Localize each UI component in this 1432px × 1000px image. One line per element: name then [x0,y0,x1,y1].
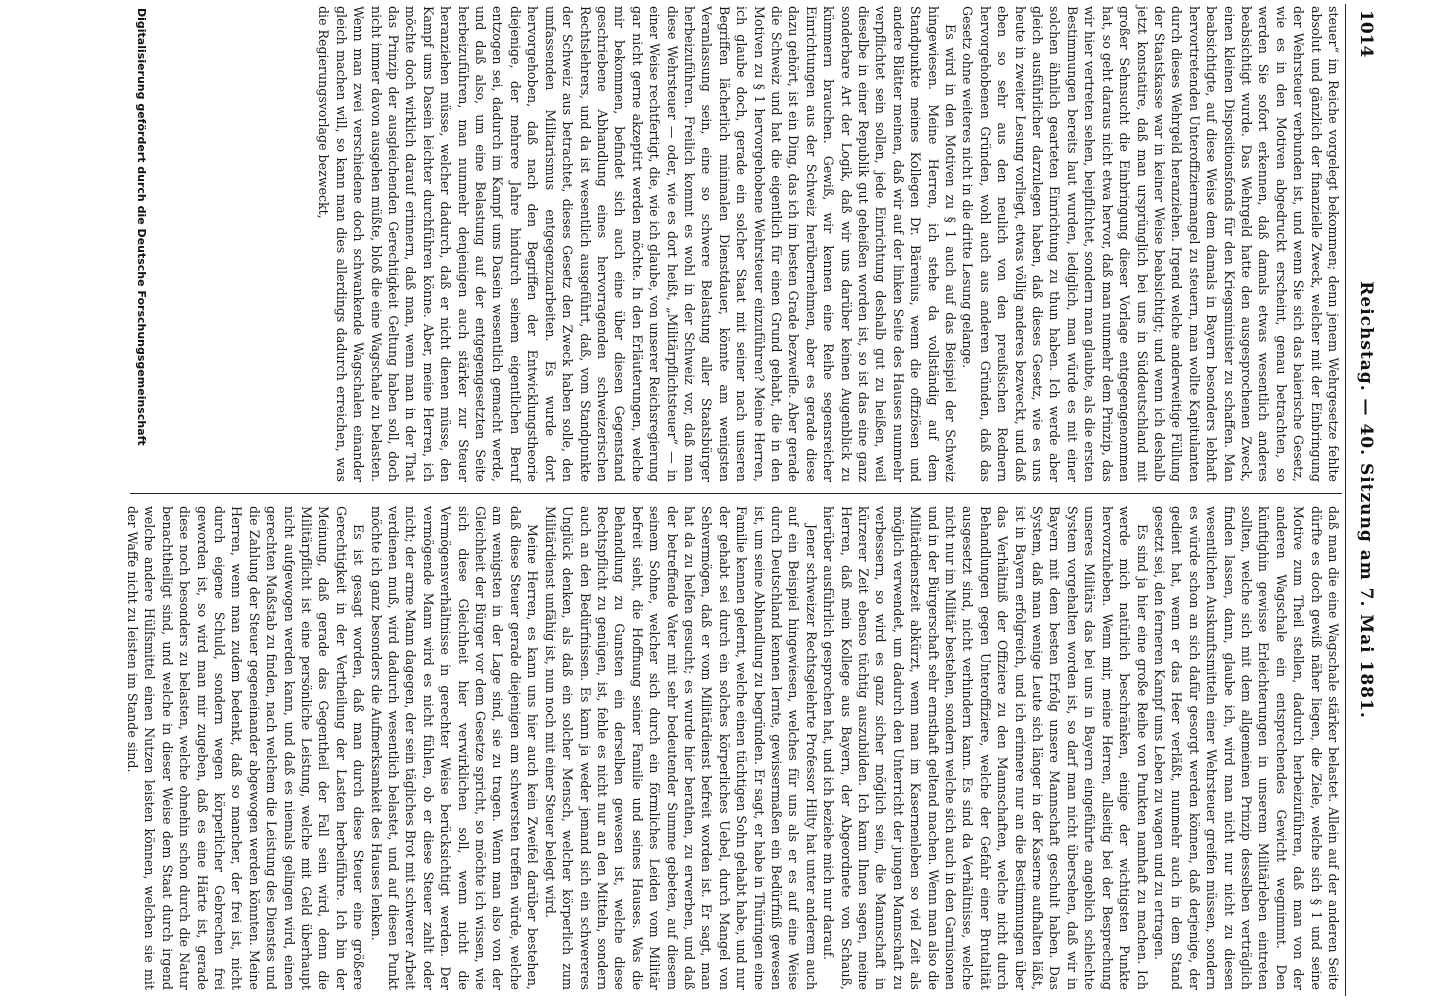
document-page [112,0,1432,1000]
page-header [1348,8,1376,992]
column-divider [130,493,1342,494]
paragraph: Meine Herren, es kann uns hier auch kein Zweifel darüber bestehen, daß diese Steuer gerade diejenigen am schwersten treffen würde, welche am wenigsten in der Lage sind, sie zu tragen. Wenn man also von der Gleichheit der Bürger vor dem Gesetze spricht, so möchte ich wissen, wie sich diese Gleichheit hier verwirklichen soll, wenn nicht die Vermögensverhältnisse in gerechter Weise berücksichtigt werden. Der vermögende Mann wird es nicht fühlen, ob er diese Steuer zahlt oder nicht; der arme Mann dagegen, der sein tägliches Brot mit schwerer Arbeit verdienen muß, wird dadurch wesentlich belastet, und auf diesen Punkt möchte ich ganz besonders die Aufmerksamkeit des Hauses lenken. [368,506,541,990]
paragraph: steuer“ im Reiche vorgelegt bekommen; denn jenem Wehrgesetze fehlte absolut und gänzlich der finanzielle Zweck, welcher mit der Einbringung der Wehrsteuer verbunden ist, und wenn Sie sich das baierische Gesetz, wie es in den Motiven abgedruckt erscheint, genau betrachten, so werden Sie sofort erkennen, daß damals etwas wesentlich anderes beabsichtigt wurde. Das Wehrgeld hatte den ausgesprochenen Zweck, einen kleinen Dispositionsfonds für den Kriegsminister zu schaffen. Man beabsichtigte, auf diese Weise dem damals in Bayern besonders lebhaft hervortretenden Unteroffiziermangel zu steuern, man wollte Kapitulanten durch dieses Wehrgeld heranziehen. Irgend welche anderweitige Füllung der Staatskasse war in keiner Weise beabsichtigt; und wenn ich deshalb jetzt konstatire, daß man ursprünglich bei uns in Süddeutschland mit großer Sehnsucht die Einbringung dieser Vorlage entgegengenommen hat, so geht daraus nicht etwa hervor, daß man nunmehr dem Prinzip, das wir hier vertreten sehen, beipflichtet, sondern man glaubte, als die ersten Bestimmungen bereits laut wurden, lediglich, man würde es mit einer solchen ähnlich gearteten Einrichtung zu thun haben. Ich werde aber gleich ausführlicher darzulegen haben, daß dieses Gesetz, wie es uns heute in zweiter Lesung vorliegt, etwas völlig anderes bezweckt, und daß eben so sehr aus den neulich von den preußischen Rednern hervorgehobenen Gründen, wohl auch aus anderen Gründen, daß das Gesetz ohne weiteres nicht in die dritte Lesung gelange. [960,6,1341,482]
digitization-credit [130,0,150,1000]
credit-text: Digitalisierung gefördert durch die Deutsche Forschungsgemeinschaft [135,8,148,446]
paragraph: daß man die eine Wagschale stärker belastet. Allein auf der anderen Seite dürfte es doch gewiß näher liegen, die Ziele, welche sich § 1 und seine Motive zum Theil stellen, dadurch herbeizuführen, daß man von der anderen Wagschale ein entsprechendes Gewicht wegnimmt. Den künftighin gewisse Erleichterungen in unserem Militärleben eintreten sollten, welche sich mit dem allgemeinen Prinzip desselben verträglich finden lassen, dann, glaube ich, wird man nicht nur nicht zu diesen wesentlichen Auskunftsmitteln einer Wehrsteuer greifen müssen, sondern es würde schon an sich dafür gesorgt werden können, daß derjenige, der gedient hat, wenn er das Heer verläßt, nunmehr auch in dem Stand gesetzt sei, den ferneren Kampf ums Leben zu wagen und zu ertragen. [1151,506,1341,990]
paragraph: Jener schweizer Rechtsgelehrte Professor Hilty hat unter anderem auch auf ein Beispiel hingewiesen, welches für uns als er es auf eine Weise durch Deutschland kennen lernte, gewissermaßen ein Bedürfniß gewesen ist, um seine Abhandlung zu begründen. Er sagt, er habe in Thüringen eine Familie kennen gelernt, welche einen tüchtigen Sohn gehabt habe, und nur der gehabt sei durch ein solches körperliches Uebel, durch Mangel von Sehvermögen, daß er vom Militärdienst befreit worden ist. Er sagt, man hat da zu helfen gesucht; es wurde hier berathen, zu erwerben, und daß der betreffende Vater mit sehr bedeutender Summe gebeten, auf diesem seinem Sohne, welcher sich durch ein förmliches Leiden vom Militär befreit sieht, die Hoffnung seiner Familie und seines Hauses. Was die Behandlung zu Gunsten ein derselben gewesen ist, welche diese Rechtspflicht zu genügen, ist, fehle es nicht nur an den Mitteln, sondern auch an den Bedürfnissen. Es kann ja weder jemand sich ein schwereres Unglück denken, als daß ein solcher Mensch, welcher körperlich zum Militärdienst unfähig ist, nun noch mit einer Steuer belegt wird. [542,506,819,990]
paragraph: Es sind ja hier eine große Reihe von Punkten namhaft zu machen. Ich werde mich natürlich beschränken, einige der wichtigsten Punkte hervorzuheben. Wenn mir, meine Herren, allseitig bei der Besprechung unseres Militärs das bei uns in Bayern eingeführte angeblich schlechte System vorgehalten worden ist, so darf man nicht übersehen, daß wir in Bayern mit dem besten Erfolg unsere Mannschaft geschult haben. Das System, daß man wenige Leute sich länger in der Kaserne aufhalten läßt, ist in Bayern erfolgreich, und ich erinnere nur an die Bestimmungen über das Verhältniß der Offiziere zu den Mannschaften, welche nicht durch Behandlungen gegen Unteroffiziere, welche der Gefahr einer Brutalität ausgesetzt sind, nicht verhindern kann. Es sind da Verhältnisse, welche nicht nur im Militär bestehen, sondern welche sich auch in den Garnisonen und in der Bürgerschaft sehr ernsthaft geltend machen. Wenn man also die Militärdienstzeit abkürzt, wenn man im Kasernenleben so viel Zeit als möglich verwendet, um dadurch den Unterricht der jungen Mannschaft zu verbessern, so wird es ganz sicher möglich sein, die Mannschaft in kürzerer Zeit ebenso tüchtig auszubilden. Ich kann Ihnen sagen, meine Herren, daß mein Kollege aus Bayern, der Abgeordnete von Schauß, hierüber ausführlich gesprochen hat, und ich beziehe mich nur darauf. [821,506,1150,990]
header-rule [1345,4,1346,996]
paragraph: Es ist gesagt worden, daß man durch diese Steuer eine größere Gerechtigkeit in der Vertheilung der Lasten herbeiführe. Ich bin der Meinung, daß gerade das Gegentheil der Fall sein wird, denn die Militärpflicht ist eine persönliche Leistung, welche mit Geld überhaupt nicht aufgewogen werden kann, und daß es niemals gelingen wird, einen gerechten Maßstab zu finden, nach welchem die Leistung des Dienstes und die Zahlung der Steuer gegeneinander abgewogen werden könnten. Meine Herren, wenn man zudem bedenkt, daß so mancher, der frei ist, nicht durch eigene Schuld, sondern wegen körperlicher Gebrechen frei geworden ist, so wird man mir zugeben, daß es eine Härte ist, gerade diese noch besonders zu belasten, welche ohnehin schon durch die Natur benachtheiligt sind, und welche in dieser Weise dem Staat durch irgend welche andere Hülfsmittel einen Nutzen leisten können, welchen sie mit der Waffe nicht zu leisten im Stande sind. [124,506,367,990]
page-title: Reichstag. — 40. Sitzung am 7. Mai 1881. [1356,281,1376,719]
page-number: 1014 [1356,10,1376,58]
text-column-right [124,506,1342,990]
text-column-left [132,6,1342,482]
paragraph: Es wird in den Motiven zu § 1 auch auf das Beispiel der Schweiz hingewiesen. Meine Herren, ich stehe da vollständig auf dem Standpunkte meines Kollegen Dr. Bärenius, wenn die offiziösen und andere Blätter meinen, daß wir auf der linken Seite des Hauses nunmehr verpflichtet sein sollen, jede Einrichtung deshalb gut zu heißen, weil dieselbe in einer Republik gut geheißen worden ist, so ist das eine ganz sonderbare Art der Logik, daß wir uns darüber keinen Augenblick zu kümmern brauchen. Gewiß, wir kennen eine Reihe segensreicher Einrichtungen aus der Schweiz herübernehmen, aber es gerade diese dazu gehört, ist ein Ding, das ich im besten Grade bezweifle. Aber gerade die Schweiz und hat die eigentlich für einen Grund gehabt, die in den Motiven zu § 1 hervorgehobene Wehrsteuer einzuführen? Meine Herren, ich glaube doch, gerade ein solcher Staat mit seiner nach unseren Begriffen lächerlich minimalen Dienstdauer, könnte am wenigsten Veranlassung sein, eine so schwere Belastung aller Staatsbürger herbeizuführen. Freilich kommt es wohl in der Schweiz vor, daß man diese Wehrsteuer — oder, wie es dort heißt, „Militärpflichtsteuer“ — in einer Weise rechtfertigt, die, wie ich glaube, von unserer Reichsregierung gar nicht gerne akzeptirt werden möchte. In den Erläuterungen, welche mir bekommen, befindet sich auch eine über diesen Gegenstand geschriebene Abhandlung eines hervorragenden schweizerischen Rechtslehrers, und da ist wesentlich ausgeführt, daß, vom Standpunkte der Schweiz aus betrachtet, dieses Gesetz den Zweck haben solle, den umfassenden Militarismus entgegenzuarbeiten. Es wurde dort hervorgehoben, daß nach den Begriffen der Entwicklungstheorie diejenige, der mehrere Jahre hindurch seinem eigentlichen Beruf entzogen sei, dadurch im Kampf ums Dasein wesentlich gemacht werde, und daß also, um eine Belastung auf der entgegengesetzten Seite herbeizuführen, man nunmehr denjenigen auch stärker zur Steuer heranziehen müsse, welcher dadurch, daß er nicht dienen müsse, den Kampf ums Dasein leichter durchführen könne. Aber, meine Herren, ich möchte doch wirklich darauf erinnern, daß man, wenn man in der That das Prinzip der ausgleichenden Gerechtigkeit Geltung haben soll, doch nicht immer davon ausgehen müßte, bloß die eine Wagschale zu belasten. Wenn man zwei verschiedene doch schwankende Wagschalen einander gleich machen will, so kann man dies allerdings dadurch erreichen, was die Regierungsvorlage bezweckt, [316,6,959,482]
